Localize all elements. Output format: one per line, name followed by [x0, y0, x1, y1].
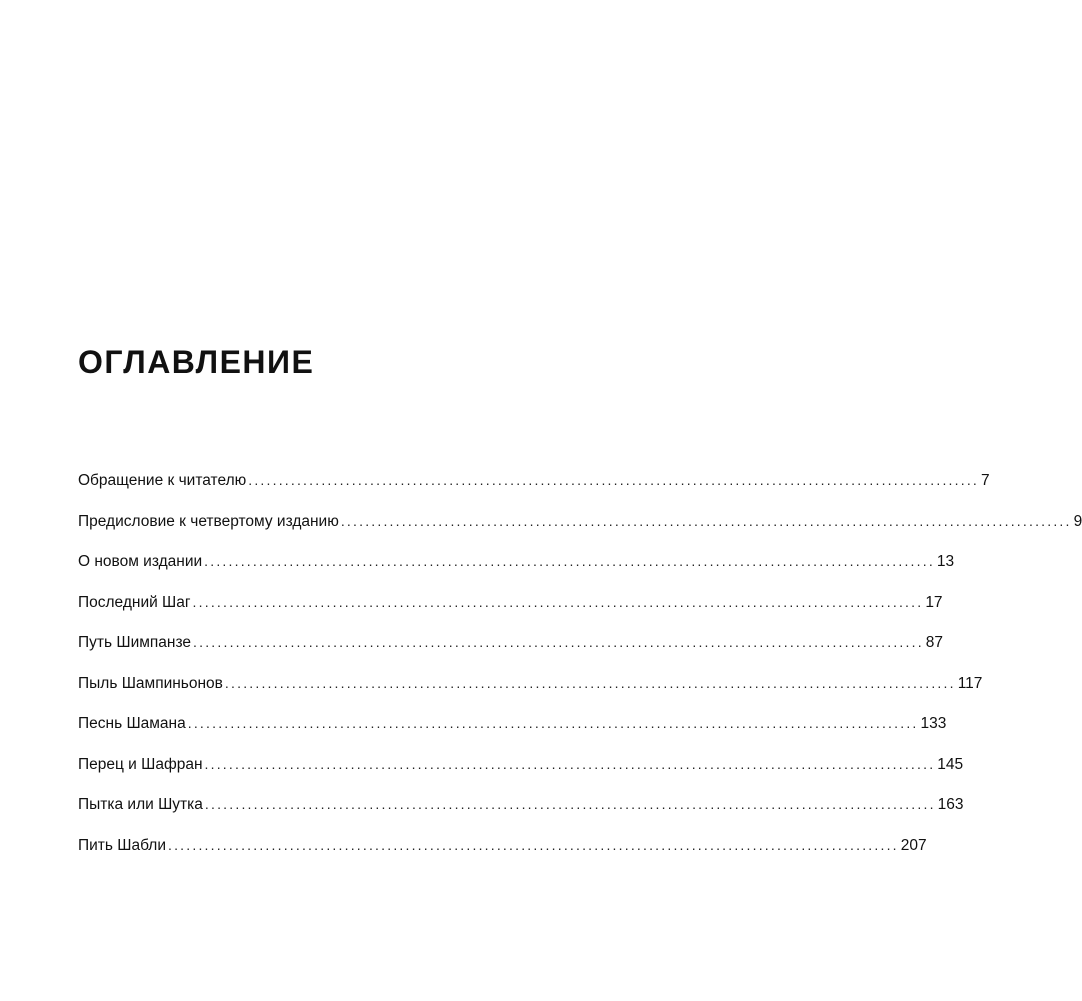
toc-entry-page: 117 — [957, 674, 983, 692]
toc-entry-page: 13 — [936, 553, 955, 570]
toc-entry-label: Перец и Шафран — [78, 755, 203, 773]
toc-dot-leader: ........................................................................................................................ — [192, 593, 924, 610]
toc-entry-page: 145 — [937, 755, 964, 773]
toc-entry[interactable] — [78, 470, 990, 511]
toc-dot-leader: ........................................................................................................................ — [204, 796, 936, 812]
toc-entry-label: Путь Шимпанзе — [78, 634, 192, 651]
table-of-contents — [78, 470, 1082, 875]
toc-entry-page: 7 — [981, 472, 990, 489]
toc-entry-page: 207 — [900, 836, 927, 854]
toc-entry-label: Обращение к читателю — [78, 472, 247, 489]
toc-entry[interactable] — [78, 713, 947, 754]
toc-dot-leader: ........................................................................................................................ — [204, 553, 935, 569]
toc-entry[interactable] — [78, 551, 955, 592]
toc-dot-leader: ........................................................................................................................ — [224, 674, 956, 691]
toc-dot-leader: ........................................................................................................................ — [340, 512, 1072, 529]
toc-entry-label: Предисловие к четвертому изданию — [78, 512, 339, 530]
toc-entry-label: Последний Шаг — [78, 593, 191, 611]
toc-entry-label: Песнь Шамана — [78, 715, 186, 732]
toc-dot-leader: ........................................................................................................................ — [168, 836, 899, 853]
toc-entry-page: 87 — [925, 634, 944, 651]
toc-entry-page: 17 — [925, 593, 943, 611]
toc-entry-page: 133 — [920, 715, 947, 732]
toc-dot-leader: ........................................................................................................................ — [187, 715, 919, 731]
toc-entry-label: Пытка или Шутка — [78, 796, 203, 813]
toc-entry[interactable] — [78, 511, 1082, 552]
toc-entry[interactable] — [78, 673, 983, 714]
toc-entry[interactable] — [78, 632, 944, 673]
toc-entry[interactable] — [78, 835, 927, 876]
toc-dot-leader: ........................................................................................................................ — [248, 472, 980, 488]
toc-entry[interactable] — [78, 794, 964, 835]
toc-entry[interactable] — [78, 592, 943, 633]
toc-entry-label: О новом издании — [78, 553, 203, 570]
toc-dot-leader: ........................................................................................................................ — [193, 634, 924, 650]
toc-entry[interactable] — [78, 754, 964, 795]
toc-dot-leader: ........................................................................................................................ — [204, 755, 936, 772]
toc-entry-label: Пить Шабли — [78, 836, 166, 854]
page-title: ОГЛАВЛЕНИЕ — [78, 344, 315, 380]
toc-entry-page: 9 — [1073, 512, 1082, 530]
toc-entry-label: Пыль Шампиньонов — [78, 674, 223, 692]
toc-entry-page: 163 — [937, 796, 964, 813]
